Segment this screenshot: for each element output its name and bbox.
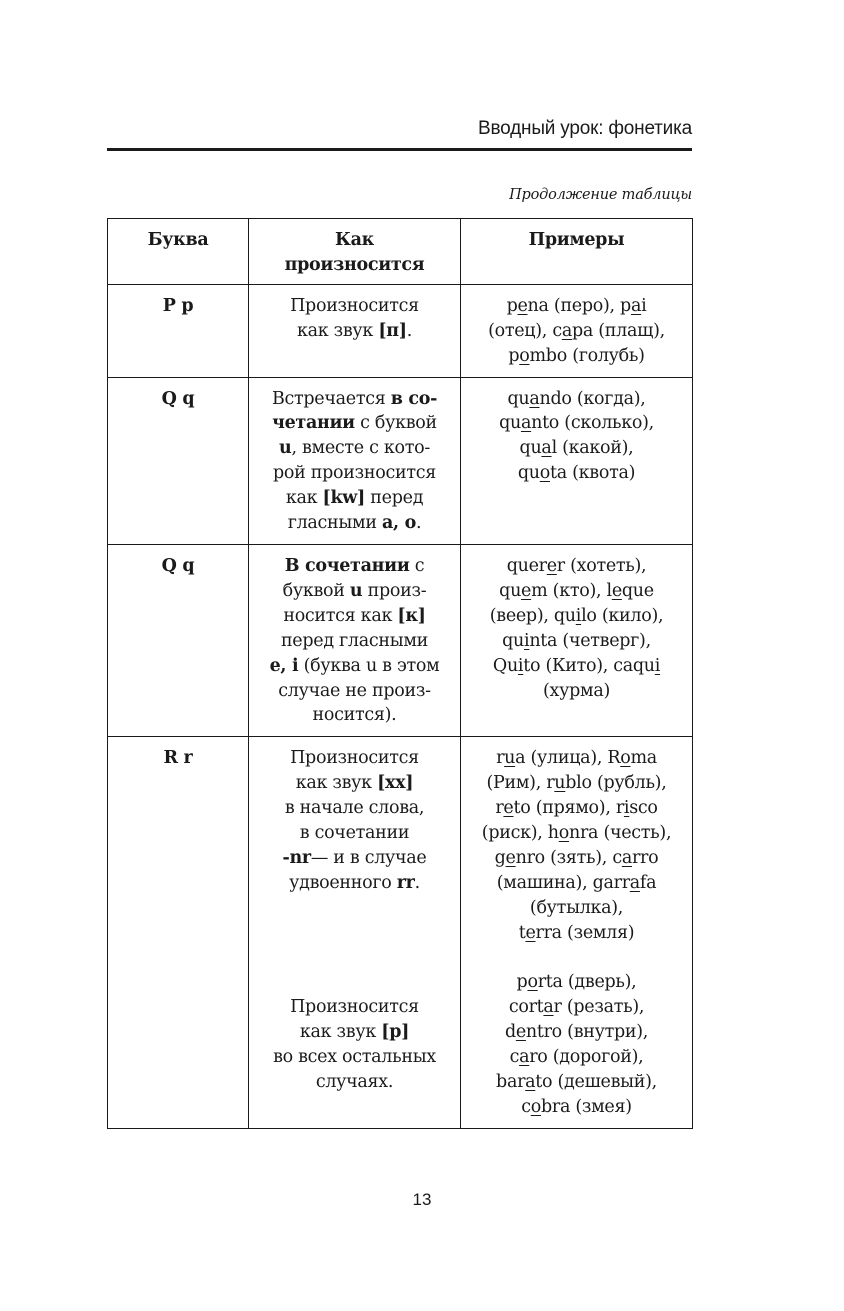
header-rule [107, 148, 692, 151]
header-letter: Буква [108, 219, 249, 285]
pronunciation-cell: Произносится как звук [хх] в начале слова, в сочетании -nr— и в случае удвоенного rr. Произносится как звук [р] во всех остальных случаях. [249, 737, 461, 1129]
letter-cell: R r [108, 737, 249, 1129]
table-header-row [108, 219, 693, 285]
header-pronunciation-line: Как [335, 230, 374, 250]
letter-cell: P p [108, 284, 249, 377]
pronunciation-cell: Встречается в со- четании с буквой u, вместе с кото- рой произносится как [kw] перед гласными a, o. [249, 377, 461, 544]
examples-cell: rua (улица), Roma (Рим), rublo (рубль), reto (прямо), risco (риск), honra (честь), genro (зять), carro (машина), garrafa (бутылка), terra (земля) porta (дверь), cortar (резать), dentro (внутри), caro (дорогой), barato (дешевый), cobra (змея) [461, 737, 693, 1129]
page-number: 13 [412, 1190, 432, 1209]
table-row [108, 284, 693, 377]
running-head: Вводный урок: фонетика [478, 118, 692, 139]
header-pronunciation [249, 219, 461, 285]
examples-cell: quando (когда), quanto (сколько), qual (какой), quota (квота) [461, 377, 693, 544]
table-row [108, 377, 693, 544]
examples-cell: querer (хотеть), quem (кто), leque (веер), quilo (кило), quinta (четверг), Quito (Кито), caqui (хурма) [461, 544, 693, 736]
table-row [108, 737, 693, 1129]
continuation-note: Продолжение таблицы [509, 187, 692, 203]
pronunciation-cell: Произносится как звук [п]. [249, 284, 461, 377]
header-examples: Примеры [461, 219, 693, 285]
examples-cell: pena (перо), pai (отец), capa (плащ), pombo (голубь) [461, 284, 693, 377]
pronunciation-cell: В сочетании с буквой u произ- носится как [к] перед гласными e, i (буква u в этом случае не произ- носится). [249, 544, 461, 736]
header-pronunciation-line: произносится [284, 254, 425, 275]
table-row [108, 544, 693, 736]
letter-cell: Q q [108, 377, 249, 544]
letter-cell: Q q [108, 544, 249, 736]
phonetics-table [107, 218, 692, 1129]
